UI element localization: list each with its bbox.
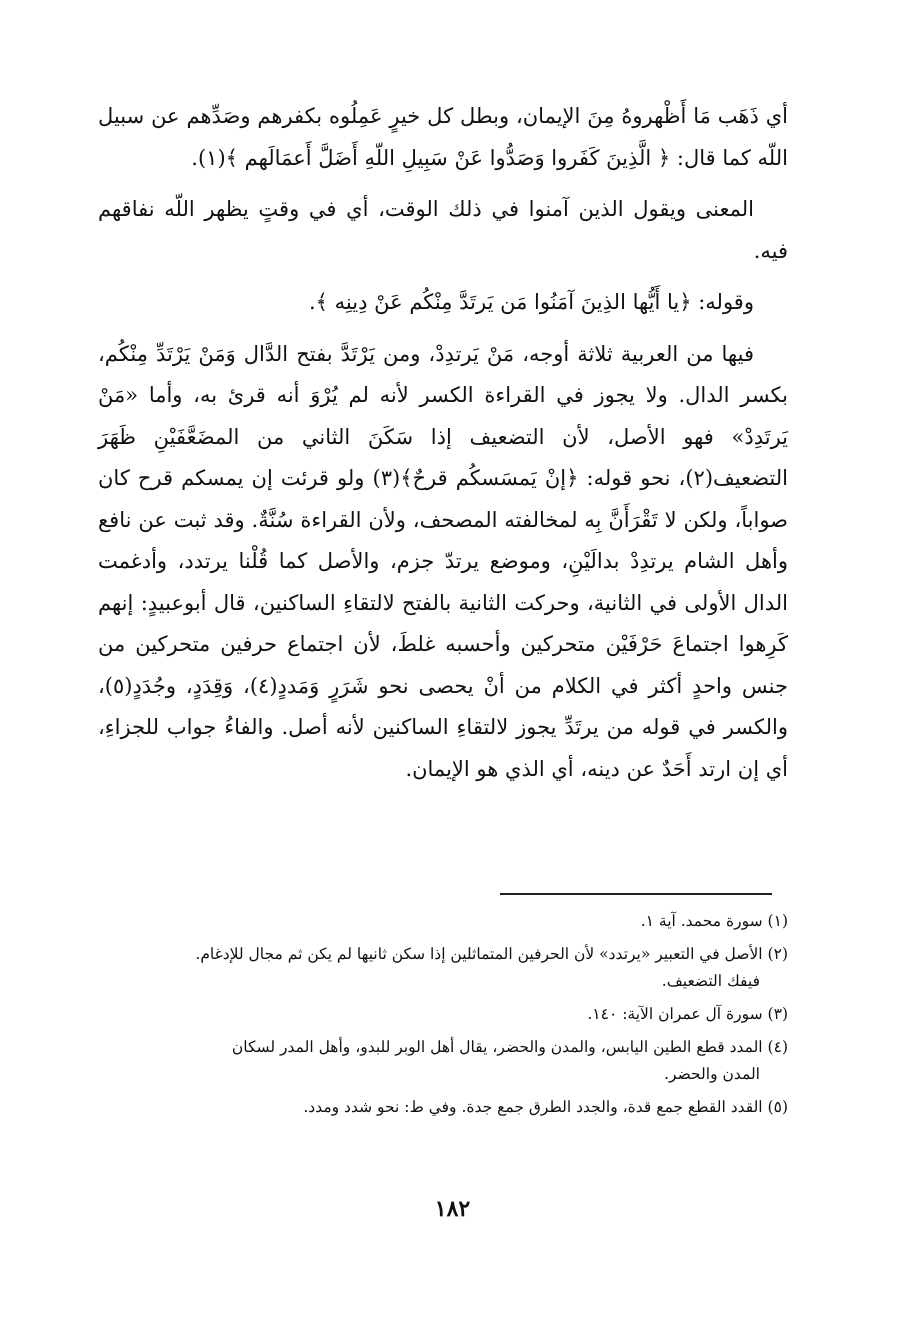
footnote-label: (٥) xyxy=(767,1098,788,1116)
footnote-text: المدد قطع الطين اليابس، والمدن والحضر، يقال أهل الوبر للبدو، وأهل المدر لسكان xyxy=(231,1038,763,1056)
footnote-continuation: المدن والحضر. xyxy=(664,1065,760,1083)
paragraph-1: أي ذَهَب مَا أَظْهروهُ مِنَ الإيمان، وبطل كل خيرٍ عَمِلُوه بكفرهم وصَدِّهم عن سبيل اللّه كما قال: ﴿ الَّذِينَ كَفَروا وَصَدُّوا عَنْ سَبِيلِ اللّهِ أَضَلَّ أَعمَالَهم ﴾(١). xyxy=(98,104,788,170)
page-number: ١٨٢ xyxy=(434,1196,471,1222)
footnote-label: (٤) xyxy=(767,1038,788,1056)
footnote-5 xyxy=(98,1094,788,1121)
footnote-text: سورة آل عمران الآية: ١٤٠. xyxy=(587,1005,763,1023)
footnote-text: سورة محمد. آية ١. xyxy=(640,912,763,930)
footnote-4 xyxy=(98,1034,788,1088)
footnote-separator xyxy=(500,893,772,895)
footnote-1 xyxy=(98,908,788,935)
paragraph-3: وقوله: ﴿يا أَيُّها الذِينَ آمَنُوا مَن يَرتَدَّ مِنْكُم عَنْ دِينِه ﴾. xyxy=(309,290,754,314)
main-text xyxy=(98,96,788,800)
footnote-label: (٢) xyxy=(767,945,788,963)
footnote-3 xyxy=(98,1001,788,1028)
footnote-text: الأصل في التعبير «يرتدد» لأن الحرفين المتماثلين إذا سكن ثانيها لم يكن ثم مجال للإدغام. xyxy=(195,945,763,963)
footnotes xyxy=(98,908,788,1127)
paragraph-2: المعنى ويقول الذين آمنوا في ذلك الوقت، أي في وقتٍ يظهر اللّه نفاقهم فيه. xyxy=(98,197,788,263)
footnote-label: (٣) xyxy=(767,1005,788,1023)
paragraph-4: فيها من العربية ثلاثة أوجه، مَنْ يَرتدِدْ، ومن يَرْتَدَّ بفتح الدَّال وَمَنْ يَرْتَدِّ مِنْكُم، بكسر الدال. ولا يجوز في القراءة الكسر لأنه لم يُرْوَ أنه قرئ به، وأما «مَنْ يَرتَدِدْ» فهو الأصل، لأن التضعيف إذا سَكَنَ الثاني من المضَعَّفَيْنِ ظَهَرَ التضعيف(٢)، نحو قوله: ﴿إنْ يَمسَسكُم قرحٌ﴾(٣) ولو قرئت إن يمسكم قرح كان صواباً، ولكن لا تَقْرَأَنَّ بِه لمخالفته المصحف، ولأن القراءة سُنَّةٌ. وقد ثبت عن نافع وأهل الشام يرتدِدْ بدالَيْنِ، وموضع يرتدّ جزم، والأصل كما قُلْنا يرتدد، وأدغمت الدال الأولى في الثانية، وحركت الثانية بالفتح لالتقاءِ الساكنين، قال أبوعبيدٍ: إنهم كَرِهوا اجتماعَ حَرْفَيْن متحركين وأحسبه غلطَ، لأن اجتماع حرفين متحركين من جنس واحدٍ أكثر في الكلام من أنْ يحصى نحو شَرَرٍ وَمَددٍ(٤)، وَقِدَدٍ، وجُدَدٍ(٥)، والكسر في قوله من يرتَدِّ يجوز لالتقاءِ الساكنين لأنه أصل. والفاءُ جواب للجزاءِ، أي إن ارتد أَحَدٌ عن دينه، أي الذي هو الإيمان. xyxy=(98,341,789,781)
footnote-2 xyxy=(98,941,788,995)
footnote-text: القدد القطع جمع قدة، والجدد الطرق جمع جدة. وفي ط: نحو شدد ومدد. xyxy=(303,1098,763,1116)
footnote-label: (١) xyxy=(767,912,788,930)
footnote-continuation: فيفك التضعيف. xyxy=(661,972,760,990)
